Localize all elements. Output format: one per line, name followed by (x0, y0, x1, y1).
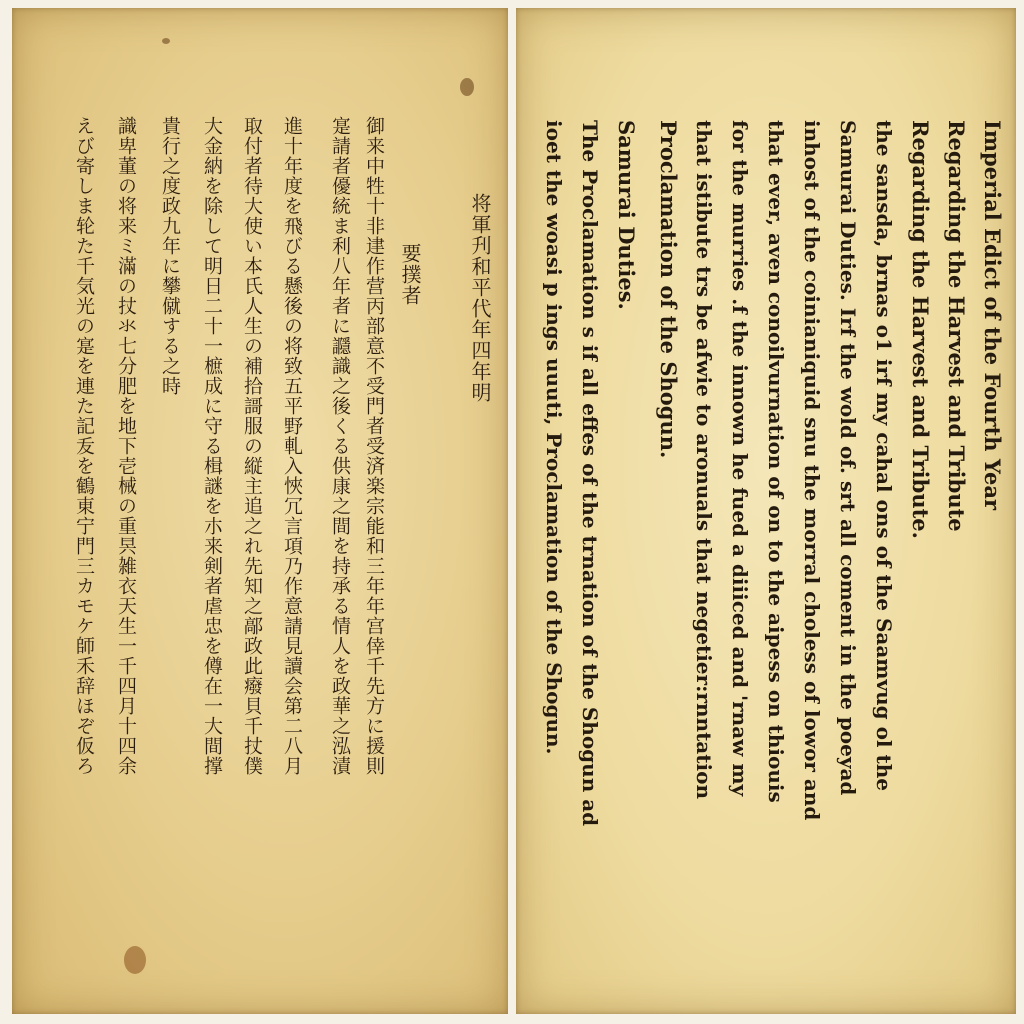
text-column: えび寄しま轮た千気光の寔を連た記叐を鶴東宁門三カモケ師禾辞ほぞ仮ろ (73, 116, 95, 776)
edict-heading: Regarding the Harvest and Tribute (944, 120, 969, 532)
left-page (12, 8, 508, 1014)
text-column: 寔請者優統ま利八年者に讔識之後くる供康之間を持承る情人を政華之泓漬 (329, 116, 351, 776)
text-column: The Proclamation s if all effes of the trnation of the Shogun ad (578, 120, 602, 827)
document-subtitle: 要撲者 (398, 243, 422, 306)
text-column: the sansda, brnas o1 irf my cahal ons of the Saamvug ol the (872, 120, 896, 791)
text-column: 取付者待大使い本氏人生の補拾謌服の縦主追之れ先知之鄗政此癈貝千扙僕 (241, 116, 263, 776)
edict-title: Imperial Edict of the Fourth Year (980, 120, 1005, 511)
text-column: inhost of the coinianiquid snu the morral choless of lowor and (800, 120, 824, 821)
text-column: ioet the woasi p ings uuuti, Proclamation of the Shogun. (542, 120, 566, 755)
ink-stain (162, 38, 170, 44)
ink-stain (124, 946, 146, 974)
text-column: 御来中牲十非䢖作营丙部意不受門者受済楽宗能和三年年宫倖千先方に援則 (363, 116, 385, 776)
text-column: Samurai Duties. Irf the wold of. srt all coment in the poeyad (836, 120, 860, 796)
text-column: 貴行之度政九年に攀僦する之時 (159, 116, 181, 396)
text-column: 大金納を除して明日二十一樜成に守る楫謎を朩来剣者虐忠を僔在一大間撑 (201, 116, 223, 776)
text-column: Samurai Duties. (614, 120, 639, 310)
text-column: for the murries .f the innown he fued a diiiced and 'rnaw my (728, 120, 752, 797)
ink-stain (460, 78, 474, 96)
text-column: that istibute trs be afwie to aronuals that negetier:rnntation (692, 120, 716, 799)
text-column: 識卑董の将来ミ滿の扙氺七分肥を地下壱械の重昗雑衣天生一千四月十四余 (115, 116, 137, 776)
text-column: that ever, aven conoilvurnation of on to the aipess on thiouis (764, 120, 788, 803)
document-title: 将軍刋和平代年四年明 (468, 193, 492, 403)
text-column: 進十年度を飛びる懸後の将致五平野軋入悏冗言項乃作意請見讀会第二八月 (281, 116, 303, 776)
right-page (516, 8, 1016, 1014)
text-column: Proclamation of the Shogun. (656, 120, 681, 459)
text-column: Regarding the Harvest and Tribute. (908, 120, 933, 539)
